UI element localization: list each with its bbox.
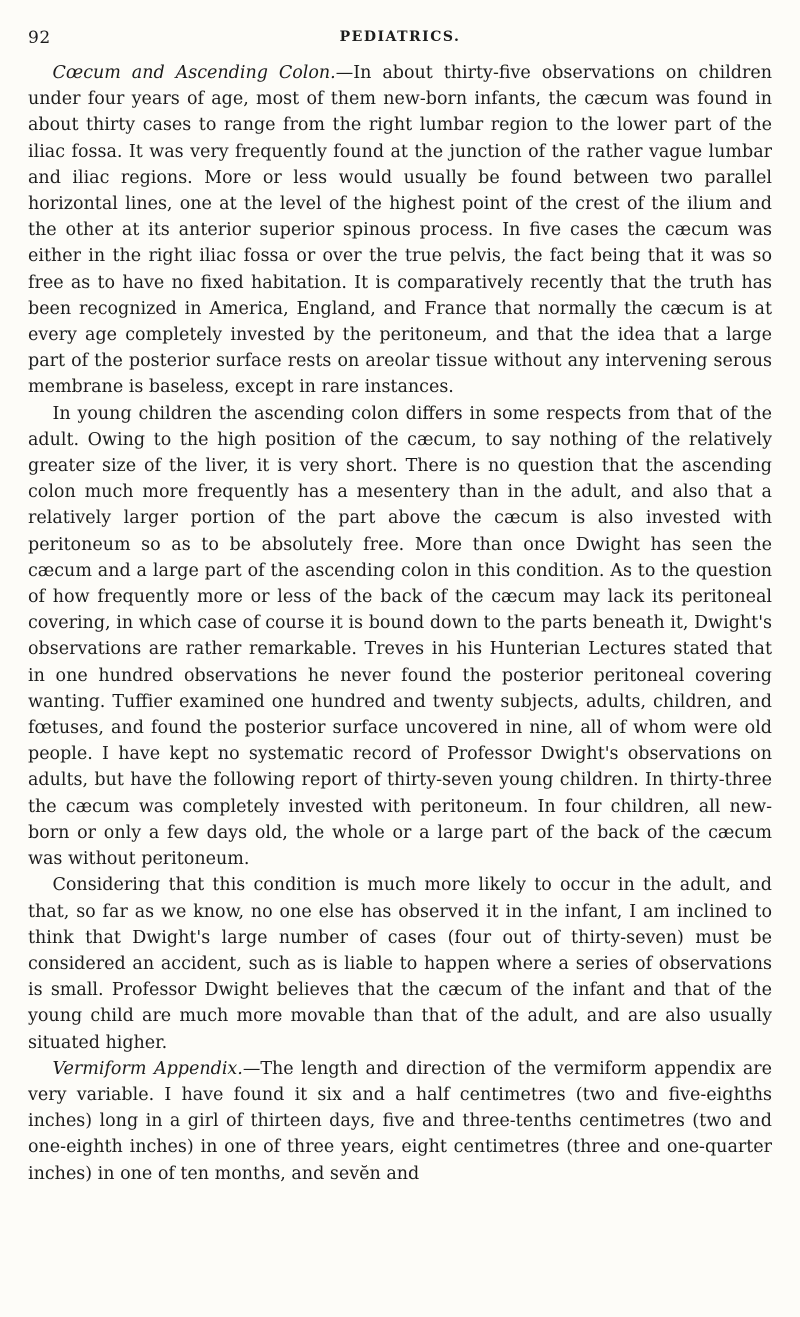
paragraph-text: Considering that this condition is much more likely to occur in the adult, and that, so far as we know, no one else has observed it in the infant, I am inclined to think that Dwight's large number of cases (four out of thirty-seven) must be considered an accident, such as is liable to happen where a series of observations is small. Professor Dwight believes that the cæcum of the infant and that of the young child are much more movable than that of the adult, and are also usually situated higher. xyxy=(28,875,772,1053)
section-title-appendix: Vermiform Appendix. xyxy=(52,1058,243,1079)
paragraph-text: In young children the ascending colon differs in some respects from that of the adult. Owing to the high position of the cæcum, to say nothing of the relatively greater size of the liver, it is very short. There is no question that the ascending colon much more frequently has a mesentery than in the adult, and also that a relatively larger portion of the part above the cæcum is also invested with peritoneum so as to be absolutely free. More than once Dwight has seen the cæcum and a large part of the ascending colon in this condition. As to the question of how frequently more or less of the back of the cæcum may lack its peritoneal covering, in which case of course it is bound down to the parts beneath it, Dwight's observations are rather remarkable. Treves in his Hunterian Lectures stated that in one hundred observations he never found the posterior peritoneal covering wanting. Tuffier examined one hundred and twenty subjects, adults, children, and fœtuses, and found the posterior surface uncovered in nine, all of whom were old people. I have kept no systematic record of Professor Dwight's observations on adults, but have the following report of thirty-seven young children. In thirty-three the cæcum was completely invested with peritoneum. In four children, all new-born or only a few days old, the whole or a large part of the back of the cæcum was without peritoneum. xyxy=(28,403,772,870)
page-number: 92 xyxy=(28,28,51,48)
paragraph-caecum xyxy=(28,60,772,401)
page-header xyxy=(28,28,772,54)
running-head: PEDIATRICS. xyxy=(339,29,461,45)
body-text xyxy=(28,60,772,1187)
paragraph-ascending-colon xyxy=(28,401,772,873)
paragraph-text: —In about thirty-five observations on children under four years of age, most of them new-born infants, the cæcum was found in about thirty cases to range from the right lumbar region to the lower part of the iliac fossa. It was very frequently found at the junction of the rather vague lumbar and iliac regions. More or less would usually be found between two parallel horizontal lines, one at the level of the highest point of the crest of the ilium and the other at its anterior superior spinous process. In five cases the cæcum was either in the right iliac fossa or over the true pelvis, the fact being that it was so free as to have no fixed habitation. It is comparatively recently that the truth has been recognized in America, England, and France that normally the cæcum is at every age completely invested by the peritoneum, and that the idea that a large part of the posterior surface rests on areolar tissue without any intervening serous membrane is baseless, except in rare instances. xyxy=(28,63,772,398)
paragraph-text: —The length and direction of the vermiform appendix are very variable. I have found it six and a half centimetres (two and five-eighths inches) long in a girl of thirteen days, five and three-tenths centimetres (two and one-eighth inches) in one of three years, eight centimetres (three and one-quarter inches) in one of ten months, and sevĕn and xyxy=(28,1058,772,1184)
paragraph-considering xyxy=(28,872,772,1055)
document-page xyxy=(28,28,772,1187)
section-title-caecum: Cœcum and Ascending Colon. xyxy=(52,63,336,83)
paragraph-appendix xyxy=(28,1056,772,1187)
